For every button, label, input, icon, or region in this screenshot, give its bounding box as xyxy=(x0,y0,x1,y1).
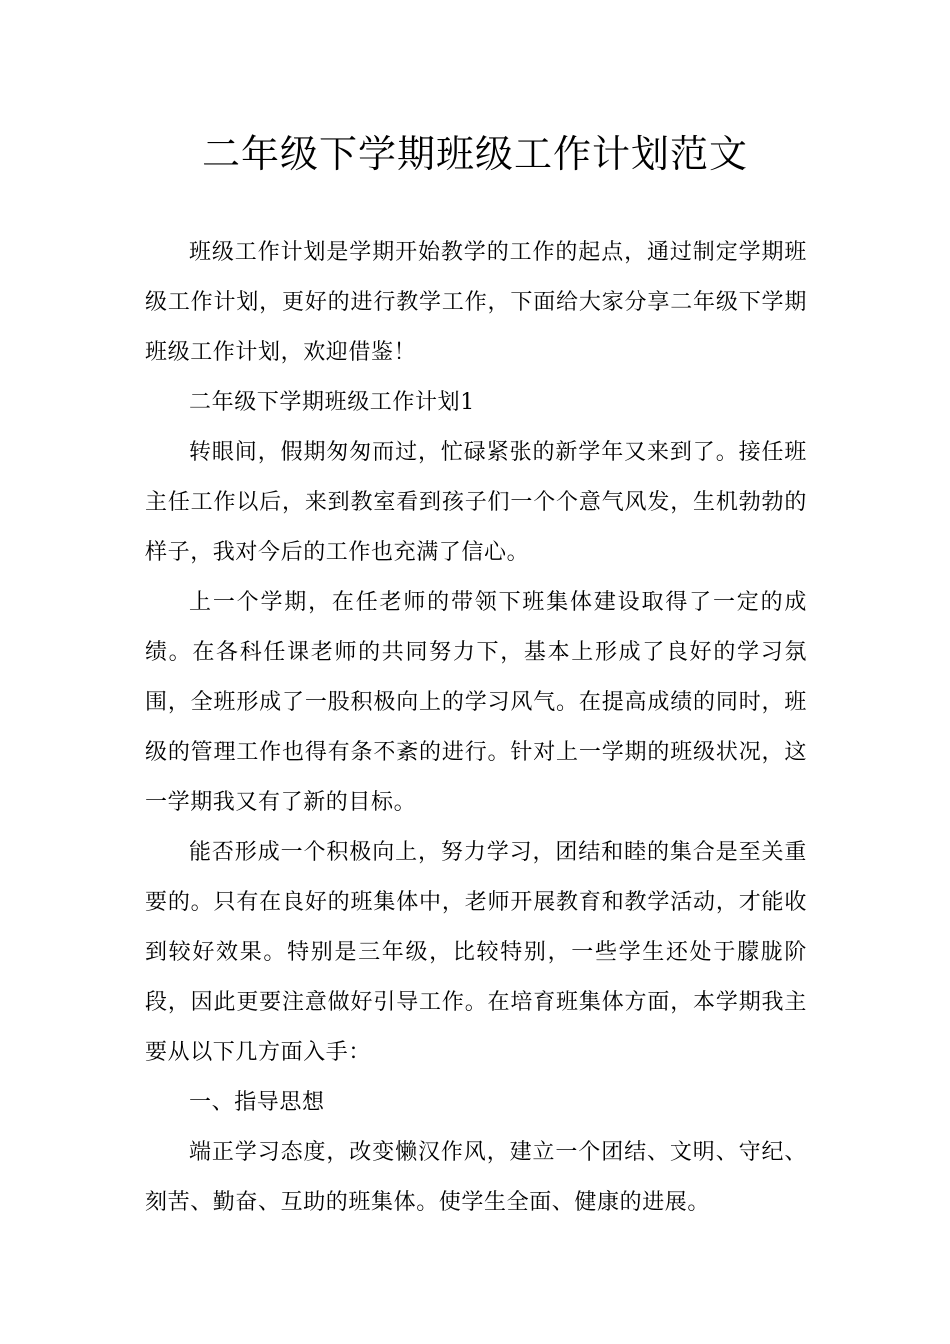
paragraph: 能否形成一个积极向上，努力学习，团结和睦的集合是至关重要的。只有在良好的班集体中，老师开展教育和教学活动，才能收到较好效果。特别是三年级，比较特别，一些学生还处于朦胧阶段，因此更要注意做好引导工作。在培育班集体方面，本学期我主要从以下几方面入手： xyxy=(145,840,807,1065)
paragraph-intro: 班级工作计划是学期开始教学的工作的起点，通过制定学期班级工作计划，更好的进行教学工作，下面给大家分享二年级下学期班级工作计划，欢迎借鉴！ xyxy=(145,240,807,365)
paragraph: 端正学习态度，改变懒汉作风，建立一个团结、文明、守纪、刻苦、勤奋、互助的班集体。使学生全面、健康的进展。 xyxy=(145,1140,807,1215)
document-title: 二年级下学期班级工作计划范文 xyxy=(201,132,748,176)
document-body xyxy=(145,228,807,1228)
section-heading-guiding-ideology: 一、指导思想 xyxy=(189,1090,325,1115)
section-heading-plan-1: 二年级下学期班级工作计划1 xyxy=(189,390,475,415)
paragraph: 上一个学期，在任老师的带领下班集体建设取得了一定的成绩。在各科任课老师的共同努力下，基本上形成了良好的学习氛围，全班形成了一股积极向上的学习风气。在提高成绩的同时，班级的管理工作也得有条不紊的进行。针对上一学期的班级状况，这一学期我又有了新的目标。 xyxy=(145,590,807,815)
paragraph: 转眼间，假期匆匆而过，忙碌紧张的新学年又来到了。接任班主任工作以后，来到教室看到孩子们一个个意气风发，生机勃勃的样子，我对今后的工作也充满了信心。 xyxy=(145,440,807,565)
